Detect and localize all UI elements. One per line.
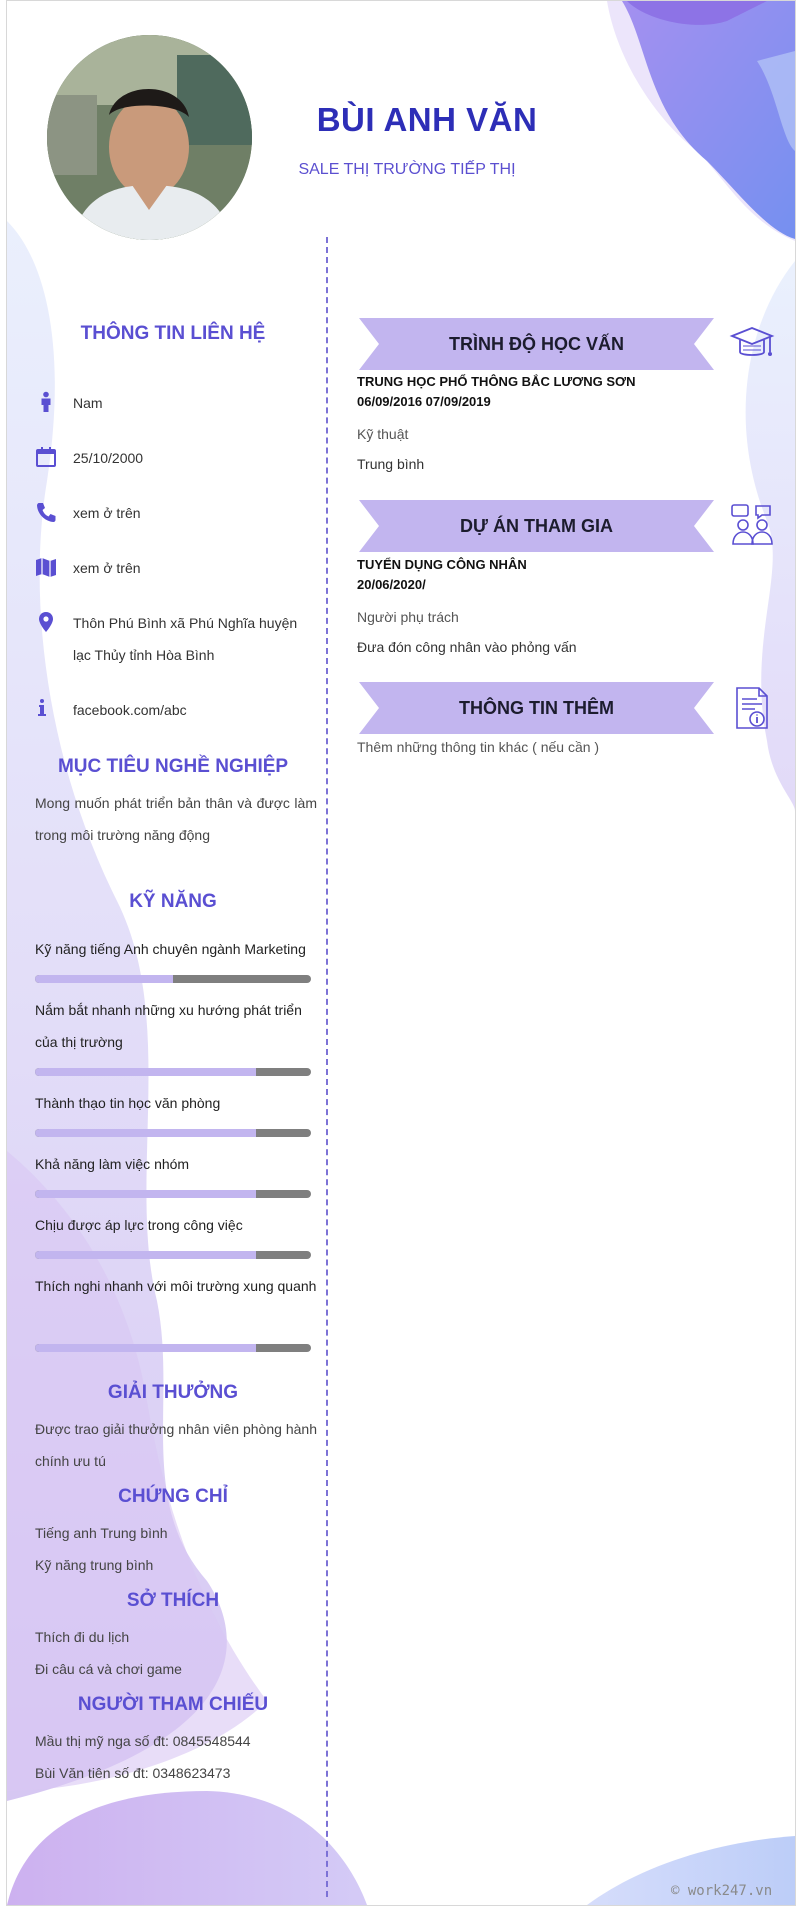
project-date: 20/06/2020/ [357,577,426,592]
calendar-icon [35,446,57,468]
skill-label: Thích nghi nhanh với môi trường xung quanh [35,1278,317,1294]
skill-label: Chịu được áp lực trong công việc [35,1217,243,1233]
objective-section-title: MỤC TIÊU NGHỀ NGHIỆP [57,756,289,777]
skill-bar [35,1068,311,1076]
candidate-name: BÙI ANH VĂN [316,101,538,138]
contact-facebook [35,702,315,726]
skills-section-title: KỸ NĂNG [129,891,217,912]
projects-section-title: DỰ ÁN THAM GIA [460,516,613,536]
skill-bar-fill [35,975,173,983]
skill-label: Nắm bắt nhanh những xu hướng phát triển của thị trường [35,1002,302,1050]
skill-bar [35,975,311,983]
contact-phone [35,505,315,529]
person-icon [35,391,57,413]
skill-label: Thành thạo tin học văn phòng [35,1095,221,1111]
skill-bar-fill [35,1344,256,1352]
skill-bar [35,1190,311,1198]
contact-section-title: THÔNG TIN LIÊN HỆ [80,323,266,344]
contact-address-text: Thôn Phú Bình xã Phú Nghĩa huyện lạc Thủy tỉnh Hòa Bình [73,615,298,663]
contact-phone-text: xem ở trên [73,505,141,521]
location-pin-icon [35,611,57,633]
certificate-item: Tiếng anh Trung bình [35,1525,168,1541]
extra-ribbon [359,682,714,734]
hobby-item: Đi câu cá và chơi game [35,1661,182,1677]
extra-text: Thêm những thông tin khác ( nếu cần ) [357,739,600,755]
projects-ribbon [359,500,714,552]
education-section-title: TRÌNH ĐỘ HỌC VẤN [449,334,624,354]
skill-bar-fill [35,1129,256,1137]
education-period: 06/09/2016 07/09/2019 [357,394,491,409]
info-icon [35,698,57,720]
contact-map-text: xem ở trên [73,560,141,576]
project-name: TUYỂN DỤNG CÔNG NHÂN [357,557,527,572]
extra-section-title: THÔNG TIN THÊM [459,698,614,718]
skill-label: Khả năng làm việc nhóm [35,1156,190,1172]
contact-birthday-text: 25/10/2000 [73,450,144,466]
skill-bar-fill [35,1251,256,1259]
candidate-job-title: SALE THỊ TRƯỜNG TIẾP THỊ [298,161,516,178]
cv-page [6,0,796,1906]
hobby-item: Thích đi du lịch [35,1629,130,1645]
watermark: © work247.vn [671,1883,773,1899]
skill-bar [35,1344,311,1352]
education-school: TRUNG HỌC PHỔ THÔNG BẮC LƯƠNG SƠN [357,374,636,389]
awards-section-title: GIẢI THƯỞNG [107,1382,239,1403]
education-grade: Trung bình [357,456,425,472]
education-ribbon [359,318,714,370]
contact-address [35,615,315,671]
profile-photo-icon [47,35,252,240]
objective-text: Mong muốn phát triển bản thân và được làm trong môi trường năng động [35,795,317,843]
contact-gender [35,395,315,419]
skill-bar [35,1129,311,1137]
contact-facebook-text: facebook.com/abc [73,702,187,718]
certificates-section-title: CHỨNG CHỈ [118,1486,228,1507]
contact-birthday [35,450,315,474]
column-divider [326,237,328,1897]
reference-item: Mầu thị mỹ nga số đt: 0845548544 [35,1733,251,1749]
project-description: Đưa đón công nhân vào phỏng vấn [357,639,577,655]
graduation-cap-icon [729,322,775,368]
profile-photo [47,35,252,240]
team-meeting-icon [729,502,775,548]
map-icon [35,556,57,578]
skill-bar-fill [35,1190,256,1198]
phone-icon [35,501,57,523]
awards-text: Được trao giải thưởng nhân viên phòng hành chính ưu tú [35,1421,317,1469]
document-info-icon [729,685,775,731]
skill-bar [35,1251,311,1259]
hobbies-section-title: SỞ THÍCH [126,1590,220,1611]
project-role: Người phụ trách [357,609,459,625]
skill-bar-fill [35,1068,256,1076]
certificate-item: Kỹ năng trung bình [35,1557,154,1573]
contact-gender-text: Nam [73,395,103,411]
references-section-title: NGƯỜI THAM CHIẾU [77,1694,269,1715]
contact-address-map [35,560,315,584]
reference-item: Bùi Văn tiên số đt: 0348623473 [35,1765,231,1781]
skill-label: Kỹ năng tiếng Anh chuyên ngành Marketing [35,941,306,957]
education-major: Kỹ thuật [357,426,409,442]
